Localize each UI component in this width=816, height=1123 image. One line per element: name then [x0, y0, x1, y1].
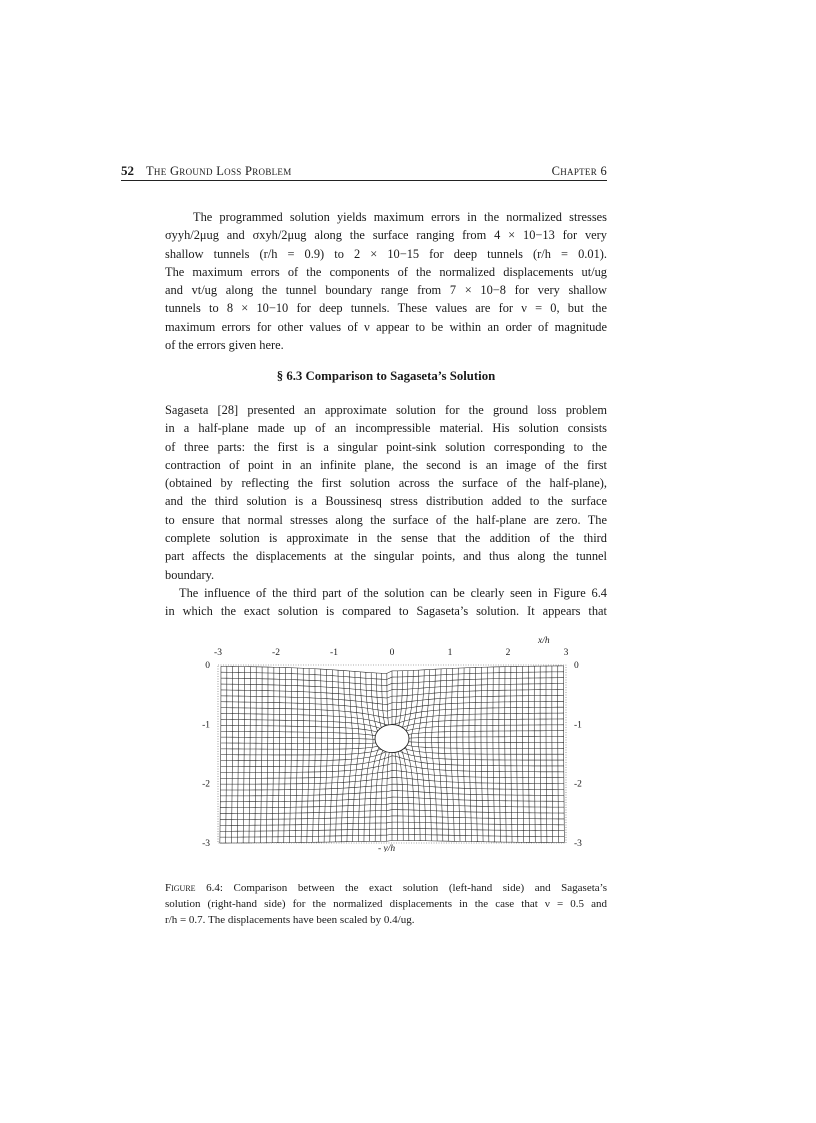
text-line: and vt/ug along the tunnel boundary range from 7 × 10−8 for very shallow — [165, 283, 607, 298]
caption-line — [165, 880, 607, 896]
paragraph-error-analysis — [165, 208, 607, 354]
text-line: The programmed solution yields maximum errors in the normalized stresses — [193, 210, 607, 224]
text-line: Sagaseta [28] presented an approximate solution for the ground loss problem — [165, 403, 607, 417]
paragraph-sagaseta — [165, 401, 607, 584]
text-line: The influence of the third part of the solution can be clearly seen in Figure 6.4 — [179, 586, 607, 600]
mesh-line-vertical — [463, 668, 466, 842]
x-tick-label: 0 — [389, 648, 395, 658]
figure-6-4 — [196, 632, 596, 852]
mesh-line-horizontal — [395, 741, 563, 743]
caption-label: Figure 6.4: — [165, 882, 223, 894]
mesh-line-vertical — [457, 668, 460, 841]
x-tick-label: 3 — [563, 648, 569, 658]
mesh-line-horizontal — [397, 743, 563, 749]
text-line: in which the exact solution is compared to Sagaseta’s solution. It appears that — [165, 604, 607, 619]
page-number: 52 — [121, 163, 134, 178]
running-header — [121, 162, 607, 181]
mesh-line-vertical — [358, 672, 366, 842]
text-line: shallow tunnels (r/h = 0.9) to 2 × 10−15 for deep tunnels (r/h = 0.01). — [165, 246, 607, 261]
mesh-line-vertical — [432, 669, 437, 841]
x-tick-label: 2 — [505, 648, 511, 658]
mesh-line-vertical — [347, 671, 353, 842]
mesh-line-vertical — [493, 667, 495, 842]
mesh-line-horizontal — [395, 725, 564, 736]
mesh-line-vertical — [336, 670, 340, 842]
y-tick-label-left: 0 — [205, 661, 210, 671]
x-axis-label: x/h — [538, 636, 550, 646]
x-tick-label: -3 — [214, 648, 222, 658]
y-tick-label-right: -1 — [574, 720, 582, 731]
text-line: to ensure that normal stresses along the surface of the half-plane are zero. The — [165, 512, 607, 527]
text-line: complete solution is approximate in the sense that the addition of the third — [165, 531, 607, 546]
y-tick-label-left: -3 — [202, 839, 210, 849]
paragraph-influence — [165, 584, 607, 621]
caption-line: r/h = 0.7. The displacements have been scaled by 0.4/ug. — [165, 914, 415, 926]
x-tick-label: -2 — [272, 648, 280, 658]
mesh-grid — [220, 666, 564, 843]
mesh-line-vertical — [341, 671, 346, 842]
mesh-line-vertical — [301, 668, 303, 842]
text-line: σyyh/2μug and σxyh/2μug along the surface ranging from 4 × 10−13 for very — [165, 228, 607, 243]
mesh-line-vertical — [469, 668, 472, 842]
mesh-line-vertical — [370, 673, 381, 842]
mesh-line-vertical — [324, 669, 327, 842]
mesh-line-vertical — [394, 671, 397, 732]
mesh-line-vertical — [353, 671, 359, 841]
chapter-label: Chapter 6 — [551, 164, 607, 178]
y-tick-label-left: -2 — [202, 779, 210, 790]
mesh-line-horizontal — [395, 744, 564, 754]
text-line: in a half-plane made up of an incompressible material. His solution consists — [165, 421, 607, 436]
text-line: of three parts: the first is a singular point-sink solution corresponding to the — [165, 439, 607, 454]
mesh-line-vertical — [481, 667, 483, 842]
figure-caption — [165, 880, 607, 928]
mesh-line-horizontal — [395, 737, 563, 740]
mesh-line-vertical — [307, 668, 310, 842]
mesh-line-horizontal — [220, 840, 564, 843]
text-line: (obtained by reflecting the first solution across the surface of the half-plane), — [165, 476, 607, 491]
mesh-line-vertical — [394, 748, 397, 840]
mesh-line-vertical — [318, 669, 321, 842]
mesh-line-vertical — [425, 670, 431, 841]
text-line: and the third solution is a Boussinesq stress distribution added to the surface — [165, 494, 607, 509]
x-tick-label: 1 — [447, 648, 453, 658]
text-line: contraction of point in an infinite plane, the second is an image of the first — [165, 457, 607, 472]
text-line: maximum errors for other values of ν appear to be within an order of magnitude — [165, 319, 607, 334]
text-line: boundary. — [165, 567, 215, 582]
mesh-line-vertical — [313, 669, 316, 843]
caption-line: solution (right-hand side) for the normalized displacements in the case that ν = 0.5 and — [165, 898, 607, 910]
y-tick-label-right: -2 — [574, 779, 582, 790]
mesh-line-horizontal — [221, 744, 387, 749]
section-heading: § 6.3 Comparison to Sagaseta’s Solution — [276, 369, 496, 383]
mesh-line-horizontal — [221, 737, 389, 741]
mesh-line-vertical — [387, 673, 390, 733]
mesh-line-vertical — [451, 668, 455, 841]
mesh-line-vertical — [487, 667, 489, 842]
mesh-line-vertical — [330, 670, 334, 842]
mesh-line-vertical — [438, 669, 443, 841]
mesh-line-horizontal — [397, 731, 563, 738]
text-line: The maximum errors of the components of the normalized displacements ut/ug — [165, 264, 607, 279]
mesh-line-horizontal — [221, 742, 389, 744]
caption-text: Comparison between the exact solution (left-hand side) and Sagaseta’s — [222, 882, 607, 894]
x-tick-label: -1 — [330, 648, 338, 658]
mesh-line-vertical — [475, 667, 477, 841]
mesh-line-vertical — [295, 668, 297, 843]
text-line: of the errors given here. — [165, 338, 284, 353]
y-tick-label-right: -3 — [574, 839, 582, 849]
mesh-line-vertical — [444, 669, 448, 842]
tunnel-opening — [375, 725, 409, 753]
deformed-mesh-plot — [196, 632, 596, 852]
y-tick-label-left: -1 — [202, 720, 210, 731]
mesh-line-horizontal — [221, 745, 389, 755]
text-line: tunnels to 8 × 10−10 for deep tunnels. These values are for ν = 0, but the — [165, 301, 607, 316]
y-tick-label-right: 0 — [574, 661, 579, 671]
mesh-line-vertical — [386, 750, 389, 842]
text-line: part affects the displacements at the singular points, and thus along the tunnel — [165, 549, 607, 564]
running-title: The Ground Loss Problem — [146, 164, 292, 178]
y-axis-label: - y/h — [378, 844, 396, 852]
